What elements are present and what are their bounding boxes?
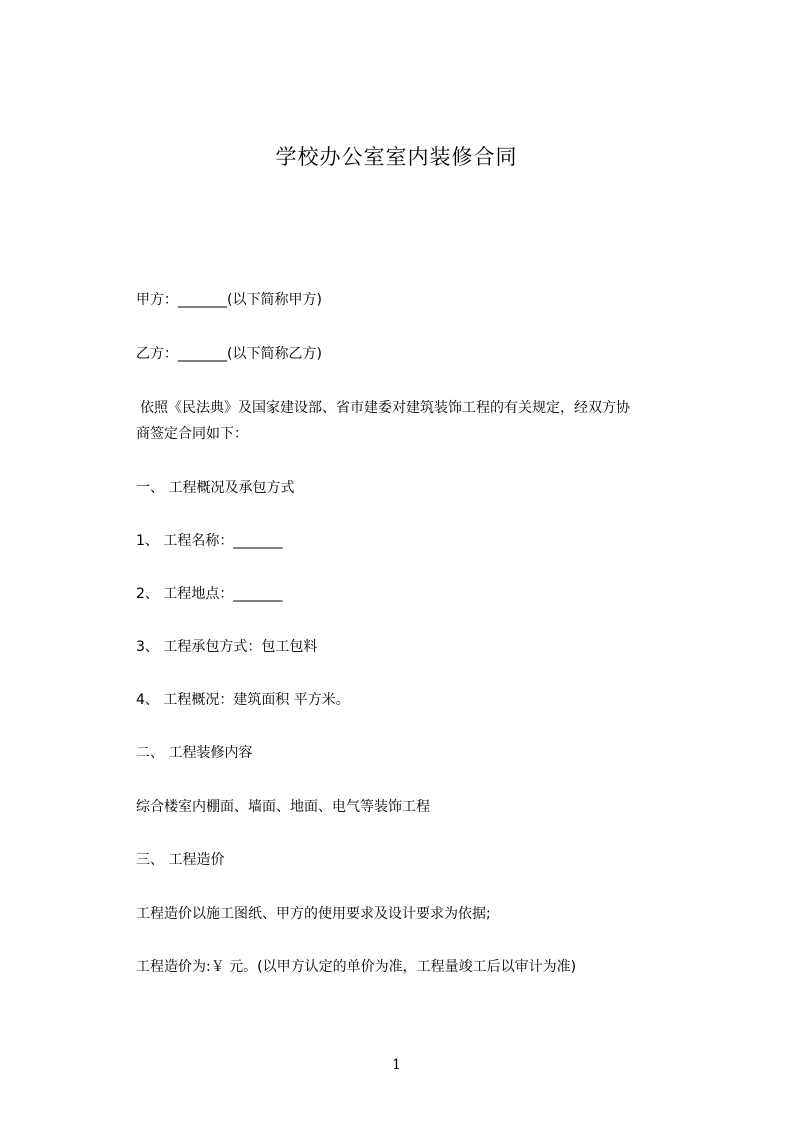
party-a-line: 甲方：_______(以下简称甲方)	[136, 292, 322, 308]
intro-line-2: 商签定合同如下：	[136, 426, 248, 442]
intro-line-1: 依照《民法典》及国家建设部、省市建委对建筑装饰工程的有关规定，经双方协	[140, 400, 630, 416]
section-3-heading: 三、 工程造价	[136, 852, 225, 868]
section-2-text: 综合楼室内棚面、墙面、地面、电气等装饰工程	[136, 799, 430, 815]
document-title: 学校办公室室内装修合同	[275, 145, 518, 169]
section-2-heading: 二、 工程装修内容	[136, 745, 253, 761]
item-1: 1、 工程名称：_______	[136, 533, 283, 549]
item-2: 2、 工程地点：_______	[136, 586, 283, 602]
section-3-text-2: 工程造价为:￥ 元。(以甲方认定的单价为准，工程量竣工后以审计为准)	[136, 959, 577, 975]
section-1-heading: 一、 工程概况及承包方式	[136, 480, 295, 496]
item-4: 4、 工程概况：建筑面积 平方米。	[136, 692, 350, 708]
party-b-line: 乙方：_______(以下简称乙方)	[136, 346, 322, 362]
section-3-text-1: 工程造价以施工图纸、甲方的使用要求及设计要求为依据;	[136, 906, 491, 922]
item-3: 3、 工程承包方式：包工包料	[136, 639, 318, 655]
page-number: 1	[392, 1057, 401, 1073]
